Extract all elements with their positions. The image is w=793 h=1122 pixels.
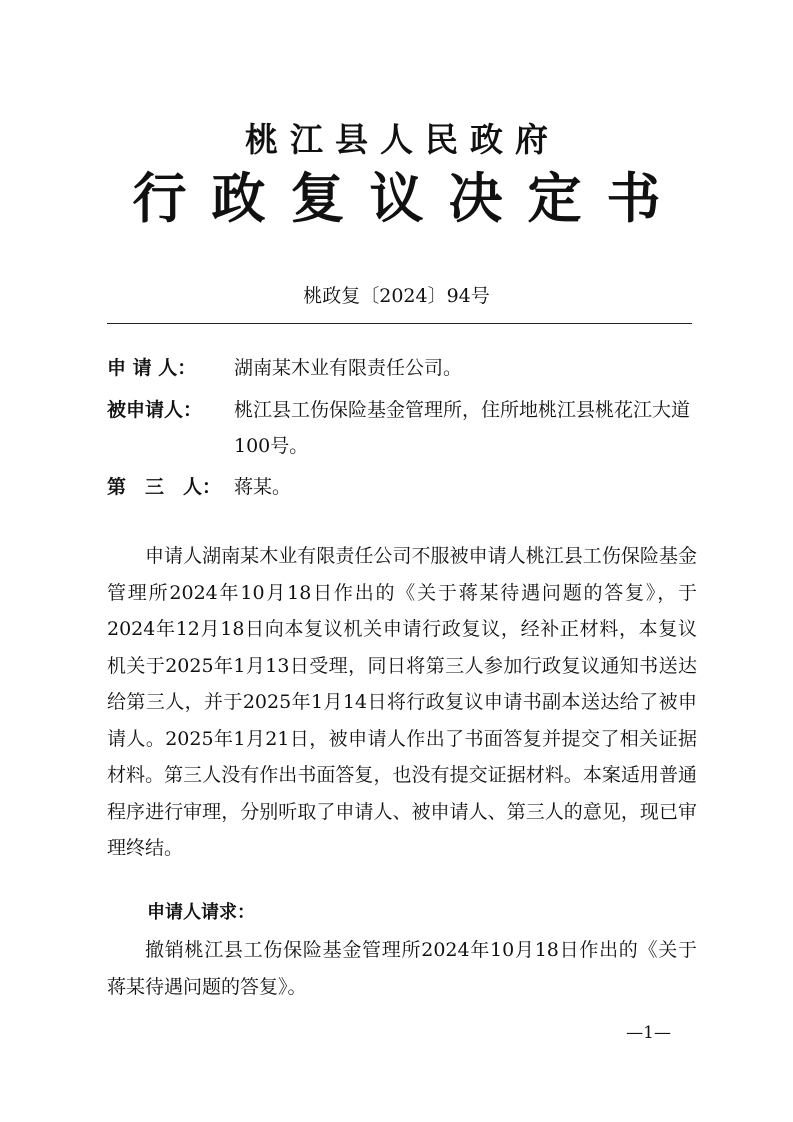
respondent-line bbox=[107, 392, 697, 457]
respondent-label: 被申请人： bbox=[107, 399, 203, 421]
document-type-title: 行政复议决定书 bbox=[132, 167, 686, 230]
respondent-value: 桃江县工伤保险基金管理所，住所地桃江县桃花江大道100号。 bbox=[234, 399, 691, 457]
page-number: —1— bbox=[626, 1023, 671, 1043]
applicant-label: 申 请 人： bbox=[107, 357, 197, 379]
request-paragraph: 撤销桃江县工伤保险基金管理所2024年10月18日作出的《关于蒋某待遇问题的答复》。 bbox=[107, 939, 697, 998]
issuer-title: 桃江县人民政府 bbox=[245, 120, 560, 159]
third-party-label: 第 三 人： bbox=[107, 476, 222, 498]
document-number: 桃政复〔2024〕94号 bbox=[303, 285, 490, 307]
third-party-line bbox=[107, 469, 697, 505]
applicant-line bbox=[107, 350, 697, 386]
request-heading: 申请人请求： bbox=[147, 902, 255, 923]
applicant-value: 湖南某木业有限责任公司。 bbox=[234, 357, 463, 379]
intro-paragraph: 申请人湖南某木业有限责任公司不服被申请人桃江县工伤保险基金管理所2024年10月18日作出的《关于蒋某待遇问题的答复》，于2024年12月18日向本复议机关申请行政复议，经补正材料，本复议机关于2025年1月13日受理，同日将第三人参加行政复议通知书送达给第三人，并于2025年1月14日将行政复议申请书副本送达给了被申请人。2025年1月21日，被申请人作出了书面答复并提交了相关证据材料。第三人没有作出书面答复，也没有提交证据材料。本案适用普通程序进行审理，分别听取了申请人、被申请人、第三人的意见，现已审理终结。 bbox=[107, 545, 697, 859]
header-divider bbox=[107, 323, 692, 324]
third-party-value: 蒋某。 bbox=[234, 476, 292, 498]
